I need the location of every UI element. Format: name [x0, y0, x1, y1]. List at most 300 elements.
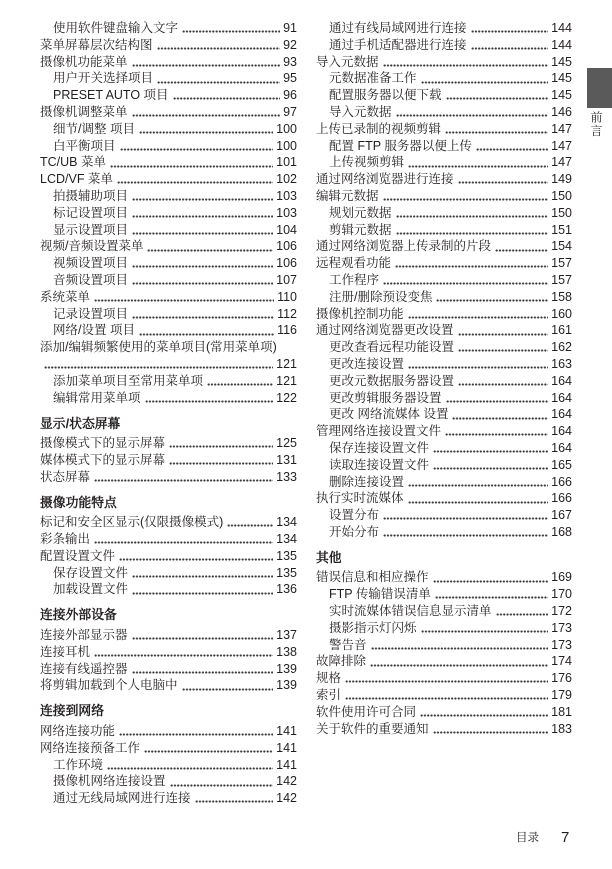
- toc-page-number: 163: [551, 356, 572, 371]
- toc-page-number: 106: [276, 239, 297, 254]
- toc-page-number: 101: [276, 155, 297, 170]
- toc-leader-dots: [408, 356, 548, 373]
- toc-entry: [316, 272, 572, 289]
- toc-leader-dots: [452, 406, 548, 423]
- toc-leader-dots: [132, 627, 274, 644]
- toc-leader-dots: [182, 677, 274, 694]
- toc-entry: [316, 490, 572, 507]
- toc-page-number: 139: [276, 661, 297, 676]
- toc-entry-title: 规划元数据: [329, 205, 392, 220]
- toc-page-number: 93: [283, 54, 297, 69]
- toc-entry-title: 记录设置项目: [53, 306, 129, 321]
- toc-entry-title: 编辑元数据: [316, 188, 379, 203]
- toc-entry-title: 视频/音频设置菜单: [40, 239, 144, 254]
- toc-entry-title: 媒体模式下的显示屏幕: [40, 452, 166, 467]
- toc-entry-title: 通过网络浏览器上传录制的片段: [316, 239, 492, 254]
- toc-entry-title: 错误信息和相应操作: [316, 570, 429, 585]
- toc-section-heading: 其他: [316, 549, 342, 565]
- toc-entry: [40, 255, 297, 272]
- toc-entry: [316, 188, 572, 205]
- toc-page-number: 102: [276, 172, 297, 187]
- toc-entry: [40, 469, 297, 486]
- toc-entry-title: 导入元数据: [316, 54, 379, 69]
- toc-page-number: 151: [551, 222, 572, 237]
- toc-entry-title: 连接外部显示器: [40, 628, 128, 643]
- toc-entry-title: FTP 传输错误清单: [329, 587, 431, 602]
- toc-entry: [316, 390, 572, 407]
- toc-page-number: 172: [551, 604, 572, 619]
- toc-page-number: 139: [276, 678, 297, 693]
- toc-entry-title: 保存连接设置文件: [329, 440, 430, 455]
- toc-page-number: 164: [551, 407, 572, 422]
- toc-page-number: 145: [551, 71, 572, 86]
- toc-leader-dots: [408, 154, 548, 171]
- toc-leader-dots: [408, 474, 548, 491]
- toc-entry: [316, 171, 572, 188]
- toc-page-number: 169: [551, 570, 572, 585]
- toc-entry-title: 管理网络连接设置文件: [316, 424, 442, 439]
- toc-leader-dots: [169, 435, 273, 452]
- toc-leader-dots: [195, 790, 274, 807]
- toc-leader-dots: [458, 339, 548, 356]
- toc-entry-title: 添加/编辑频繁使用的菜单项目(常用菜单项): [40, 340, 277, 355]
- toc-page-number: 125: [276, 436, 297, 451]
- toc-entry-title: 通过有线局域网进行连接: [329, 21, 467, 35]
- toc-entry: [40, 565, 297, 582]
- toc-entry-title: 摄影指示灯闪烁: [329, 620, 417, 635]
- toc-entry-title: 实时流媒体错误信息显示清单: [329, 604, 492, 619]
- toc-page-number: 168: [551, 524, 572, 539]
- toc-entry: [316, 70, 572, 87]
- toc-entry-title: 系统菜单: [40, 289, 91, 304]
- toc-leader-dots: [345, 670, 548, 687]
- toc-leader-dots: [119, 723, 273, 740]
- toc-entry-title: 菜单屏幕层次结构图: [40, 37, 153, 52]
- toc-entry-title: 读取连接设置文件: [329, 457, 430, 472]
- toc-page-number: 134: [276, 532, 297, 547]
- toc-leader-dots: [396, 205, 549, 222]
- toc-page-number: 183: [551, 721, 572, 736]
- toc-entry-title: 标记设置项目: [53, 205, 129, 220]
- toc-leader-dots: [207, 373, 273, 390]
- toc-leader-dots: [383, 188, 549, 205]
- toc-entry: [40, 171, 297, 188]
- toc-entry-title: 添加菜单项目至常用菜单项: [53, 373, 204, 388]
- toc-entry: [40, 222, 297, 239]
- toc-leader-dots: [445, 423, 548, 440]
- toc-page-number: 174: [551, 654, 572, 669]
- toc-entry-title: 网络连接功能: [40, 724, 116, 739]
- toc-page-number: 157: [551, 256, 572, 271]
- toc-entry: [316, 653, 572, 670]
- toc-page-number: 107: [276, 272, 297, 287]
- toc-entry: [40, 740, 297, 757]
- toc-entry: [40, 581, 297, 598]
- toc-entry-title: 导入元数据: [329, 104, 392, 119]
- toc-entry: [316, 670, 572, 687]
- toc-leader-dots: [132, 581, 273, 598]
- toc-leader-dots: [408, 306, 549, 323]
- toc-entry-title: 音频设置项目: [53, 272, 129, 287]
- toc-page-number: 121: [276, 373, 297, 388]
- toc-leader-dots: [107, 757, 273, 774]
- toc-page-number: 165: [551, 457, 572, 472]
- toc-entry: [316, 524, 572, 541]
- toc-section-heading: 连接外部设备: [40, 607, 117, 623]
- toc-page-number: 161: [551, 323, 572, 338]
- toc-page-number: 149: [551, 172, 572, 187]
- toc-leader-dots: [227, 514, 273, 531]
- toc-page-number: 154: [551, 239, 572, 254]
- toc-leader-dots: [132, 188, 273, 205]
- toc-leader-dots: [395, 255, 548, 272]
- toc-entry: [316, 507, 572, 524]
- toc-entry: [316, 620, 572, 637]
- toc-entry-title: 细节/调整 项目: [53, 121, 135, 136]
- toc-page-number: 147: [551, 121, 572, 136]
- toc-page-number: 146: [551, 104, 572, 119]
- toc-leader-dots: [458, 171, 549, 188]
- footer-section-label: 目录: [516, 832, 539, 844]
- toc-entry-title: 元数据准备工作: [329, 71, 417, 86]
- toc-leader-dots: [371, 637, 549, 654]
- toc-page-number: 122: [276, 390, 297, 405]
- toc-entry: [40, 661, 297, 678]
- toc-page-number: 173: [551, 620, 572, 635]
- toc-entry: [40, 289, 297, 306]
- toc-leader-dots: [370, 653, 548, 670]
- toc-entry: [40, 790, 297, 807]
- toc-page-number: 141: [276, 757, 297, 772]
- toc-entry: [40, 272, 297, 289]
- toc-page-number: 103: [276, 205, 297, 220]
- toc-entry-title: 拍摄辅助项目: [53, 188, 129, 203]
- toc-leader-dots: [420, 704, 548, 721]
- toc-entry: [316, 603, 572, 620]
- toc-right-column: [316, 20, 572, 737]
- toc-section-heading: 显示/状态屏幕: [40, 415, 121, 431]
- toc-leader-dots: [132, 222, 273, 239]
- toc-entry-title: 开始分布: [329, 524, 380, 539]
- toc-page-number: 145: [551, 88, 572, 103]
- toc-leader-dots: [446, 87, 549, 104]
- toc-entry: [40, 773, 297, 790]
- toc-entry-title: 更改 网络流媒体 设置: [329, 407, 449, 422]
- toc-page-number: 134: [276, 515, 297, 530]
- toc-entry: [40, 677, 297, 694]
- toc-page-number: 181: [551, 704, 572, 719]
- toc-entry: [40, 322, 297, 339]
- toc-entry: [316, 104, 572, 121]
- toc-leader-dots: [435, 586, 548, 603]
- toc-leader-dots: [132, 272, 273, 289]
- toc-page-number: 164: [551, 390, 572, 405]
- toc-entry: [316, 356, 572, 373]
- toc-entry: [316, 138, 572, 155]
- toc-entry-title: 工作程序: [329, 272, 380, 287]
- toc-entry: [316, 54, 572, 71]
- toc-page-number: 92: [283, 37, 297, 52]
- toc-entry: [316, 238, 572, 255]
- toc-section-heading: 摄像功能特点: [40, 494, 117, 510]
- toc-entry: [40, 121, 297, 138]
- toc-leader-dots: [145, 390, 274, 407]
- toc-page-number: 121: [276, 356, 297, 371]
- toc-leader-dots: [445, 121, 548, 138]
- toc-entry-title: 更改元数据服务器设置: [329, 373, 455, 388]
- toc-leader-dots: [476, 138, 548, 155]
- toc-entry: [40, 238, 297, 255]
- toc-entry: [40, 452, 297, 469]
- toc-entry-title: 编辑常用菜单项: [53, 390, 141, 405]
- toc-leader-dots: [132, 565, 273, 582]
- toc-entry: [40, 339, 297, 373]
- toc-leader-dots: [132, 54, 281, 71]
- toc-page-number: 176: [551, 671, 572, 686]
- toc-entry-title: 网络连接预备工作: [40, 740, 141, 755]
- toc-page-number: 166: [551, 491, 572, 506]
- toc-entry-title: TC/UB 菜单: [40, 155, 106, 170]
- toc-page-number: 135: [276, 565, 297, 580]
- toc-entry-title: 执行实时流媒体: [316, 491, 404, 506]
- toc-page-number: 137: [276, 628, 297, 643]
- toc-page-number: 147: [551, 155, 572, 170]
- toc-entry: [316, 289, 572, 306]
- toc-entry-title: 剪辑元数据: [329, 222, 392, 237]
- toc-entry-title: 通过网络浏览器更改设置: [316, 323, 454, 338]
- toc-leader-dots: [383, 272, 548, 289]
- toc-page-number: 150: [551, 205, 572, 220]
- toc-leader-dots: [94, 644, 273, 661]
- toc-leader-dots: [132, 104, 281, 121]
- toc-leader-dots: [94, 289, 274, 306]
- toc-leader-dots: [421, 70, 549, 87]
- toc-leader-dots: [396, 104, 549, 121]
- toc-entry-title: 更改连接设置: [329, 356, 405, 371]
- toc-leader-dots: [120, 138, 274, 155]
- toc-leader-dots: [139, 121, 273, 138]
- toc-leader-dots: [110, 154, 273, 171]
- toc-entry: [316, 205, 572, 222]
- toc-entry-title: 索引: [316, 688, 342, 703]
- toc-entry-title: 视频设置项目: [53, 256, 129, 271]
- toc-leader-dots: [471, 20, 549, 37]
- toc-leader-dots: [433, 721, 549, 738]
- toc-entry: [316, 637, 572, 654]
- toc-entry-title: 加载设置文件: [53, 582, 129, 597]
- toc-leader-dots: [139, 322, 274, 339]
- toc-leader-dots: [182, 20, 280, 37]
- toc-entry: [316, 322, 572, 339]
- toc-entry: [316, 154, 572, 171]
- toc-entry-title: 状态屏幕: [40, 469, 91, 484]
- toc-page-number: 91: [283, 21, 297, 35]
- toc-entry: [316, 721, 572, 738]
- toc-leader-dots: [157, 37, 281, 54]
- toc-entry: [40, 306, 297, 323]
- toc-leader-dots: [383, 524, 548, 541]
- toc-entry-title: 注册/删除预设变焦: [329, 289, 433, 304]
- toc-page-number: 160: [551, 306, 572, 321]
- toc-entry: [316, 687, 572, 704]
- toc-entry: [316, 423, 572, 440]
- toc-entry-title: LCD/VF 菜单: [40, 172, 113, 187]
- toc-entry: [40, 373, 297, 390]
- toc-entry-title: 设置分布: [329, 508, 380, 523]
- toc-entry-title: 保存设置文件: [53, 565, 129, 580]
- toc-entry: [40, 188, 297, 205]
- toc-page-number: 142: [276, 791, 297, 806]
- toc-entry-title: 摄像机调整菜单: [40, 104, 128, 119]
- toc-leader-dots: [446, 390, 549, 407]
- toc-entry-title: 摄像机功能菜单: [40, 54, 128, 69]
- toc-leader-dots: [436, 289, 548, 306]
- toc-entry: [316, 569, 572, 586]
- toc-page-number: 135: [276, 548, 297, 563]
- toc-page-number: 106: [276, 256, 297, 271]
- toc-leader-dots: [170, 773, 274, 790]
- toc-entry-title: 显示设置项目: [53, 222, 129, 237]
- toc-page-number: 147: [551, 138, 572, 153]
- toc-entry-title: 上传视频剪辑: [329, 155, 405, 170]
- toc-leader-dots: [169, 452, 273, 469]
- toc-entry: [316, 704, 572, 721]
- toc-page-number: 100: [276, 121, 297, 136]
- toc-page-number: 138: [276, 644, 297, 659]
- toc-entry: [316, 474, 572, 491]
- toc-entry: [40, 138, 297, 155]
- toc-page-number: 97: [283, 104, 297, 119]
- toc-entry: [40, 644, 297, 661]
- toc-page-number: 166: [551, 474, 572, 489]
- toc-page-number: 96: [283, 88, 297, 103]
- toc-entry: [316, 20, 572, 37]
- toc-entry: [316, 457, 572, 474]
- toc-entry: [40, 154, 297, 171]
- toc-page-number: 167: [551, 508, 572, 523]
- toc-leader-dots: [471, 37, 549, 54]
- toc-entry-title: 摄像机控制功能: [316, 306, 404, 321]
- toc-entry-title: 摄像机网络连接设置: [53, 774, 166, 789]
- toc-page-number: 170: [551, 587, 572, 602]
- toc-page-number: 150: [551, 188, 572, 203]
- toc-entry: [316, 373, 572, 390]
- toc-entry: [316, 406, 572, 423]
- toc-entry-title: 使用软件键盘输入文字: [53, 21, 179, 35]
- toc-leader-dots: [157, 70, 280, 87]
- toc-entry: [40, 757, 297, 774]
- toc-page-number: 104: [276, 222, 297, 237]
- toc-page-number: 164: [551, 373, 572, 388]
- toc-entry-title: 软件使用许可合同: [316, 704, 417, 719]
- toc-entry: [316, 586, 572, 603]
- toc-leader-dots: [132, 306, 274, 323]
- toc-section-heading: 连接到网络: [40, 703, 104, 719]
- toc-page-number: 112: [277, 306, 297, 321]
- toc-entry: [40, 54, 297, 71]
- toc-page-number: 144: [551, 21, 572, 35]
- toc-entry-title: 更改剪辑服务器设置: [329, 390, 442, 405]
- toc-page-number: 95: [283, 71, 297, 86]
- toc-entry: [316, 37, 572, 54]
- toc-page-number: 141: [276, 724, 297, 739]
- toc-entry: [316, 121, 572, 138]
- toc-page-number: 179: [551, 688, 572, 703]
- toc-leader-dots: [94, 469, 273, 486]
- toc-page-number: 173: [551, 637, 572, 652]
- toc-entry-title: 连接耳机: [40, 644, 91, 659]
- toc-entry-title: 将剪辑加载到个人电脑中: [40, 678, 178, 693]
- toc-leader-dots: [433, 457, 548, 474]
- toc-leader-dots: [433, 440, 548, 457]
- toc-entry-title: 警告音: [329, 637, 367, 652]
- toc-entry-title: 连接有线遥控器: [40, 661, 128, 676]
- toc-page-number: 144: [551, 37, 572, 52]
- toc-page-number: 164: [551, 424, 572, 439]
- toc-entry-title: 用户开关选择项目: [53, 71, 154, 86]
- toc-leader-dots: [144, 740, 273, 757]
- toc-leader-dots: [117, 171, 273, 188]
- toc-entry: [316, 87, 572, 104]
- toc-leader-dots: [345, 687, 548, 704]
- toc-entry: [40, 723, 297, 740]
- toc-page-number: 100: [276, 138, 297, 153]
- side-tab-label: 前言: [589, 111, 603, 138]
- toc-left-column: [40, 20, 297, 807]
- toc-page-number: 110: [277, 289, 297, 304]
- toc-entry-title: PRESET AUTO 项目: [53, 88, 169, 103]
- toc-leader-dots: [173, 87, 281, 104]
- toc-entry-title: 彩条输出: [40, 532, 91, 547]
- toc-page-number: 136: [276, 582, 297, 597]
- toc-entry: [40, 104, 297, 121]
- toc-entry: [40, 70, 297, 87]
- toc-leader-dots: [458, 373, 548, 390]
- toc-page-number: 145: [551, 54, 572, 69]
- toc-page-number: 116: [277, 323, 297, 338]
- toc-entry: [40, 435, 297, 452]
- toc-leader-dots: [132, 661, 274, 678]
- toc-entry-title: 删除连接设置: [329, 474, 405, 489]
- toc-page-number: 158: [551, 289, 572, 304]
- toc-leader-dots: [421, 620, 549, 637]
- toc-entry-title: 配置 FTP 服务器以便上传: [329, 138, 472, 153]
- toc-entry: [40, 548, 297, 565]
- toc-page-number: 162: [551, 340, 572, 355]
- toc-entry: [316, 440, 572, 457]
- toc-entry-title: 规格: [316, 671, 342, 686]
- toc-entry-title: 配置服务器以便下载: [329, 88, 442, 103]
- toc-entry-title: 通过网络浏览器进行连接: [316, 172, 454, 187]
- toc-leader-dots: [408, 490, 549, 507]
- toc-leader-dots: [44, 356, 273, 373]
- toc-page-number: 157: [551, 272, 572, 287]
- toc-entry: [40, 20, 297, 37]
- toc-page-number: 142: [276, 774, 297, 789]
- side-tab-marker: [587, 68, 612, 108]
- toc-entry-title: 更改查看远程功能设置: [329, 340, 455, 355]
- toc-entry: [40, 87, 297, 104]
- toc-entry: [40, 205, 297, 222]
- toc-entry: [316, 339, 572, 356]
- toc-entry-title: 网络/设置 项目: [53, 323, 135, 338]
- toc-page-number: 131: [276, 452, 297, 467]
- toc-page-number: 141: [276, 740, 297, 755]
- toc-page-number: 164: [551, 440, 572, 455]
- toc-entry-title: 通过手机适配器进行连接: [329, 37, 467, 52]
- toc-entry: [40, 531, 297, 548]
- toc-leader-dots: [147, 238, 273, 255]
